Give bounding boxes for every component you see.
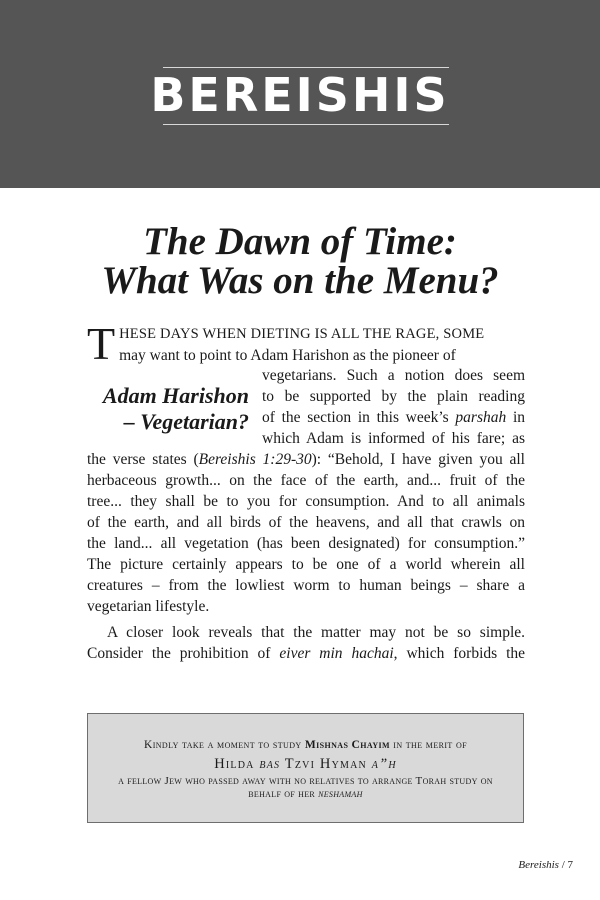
page-number: 7: [567, 859, 573, 871]
side-heading-line1: Adam Harishon: [102, 383, 249, 408]
footer-separator: /: [558, 859, 568, 871]
body-line: The picture certainly appears to be one of a world wherein all: [87, 556, 525, 573]
verse-reference: Bereishis 1:29-30: [198, 451, 312, 468]
body-line: Consider the prohibition of eiver min hachai, which forbids the: [87, 645, 526, 662]
body-line: vegetarian lifestyle.: [87, 598, 210, 615]
footer-section: Bereishis: [518, 859, 559, 871]
body-line: A closer look reveals that the matter may not be so simple.: [107, 624, 525, 641]
chapter-banner: [0, 0, 600, 188]
body-line: creatures – from the lowliest worm to human beings – share a: [87, 577, 525, 594]
side-column-text: [262, 365, 525, 449]
page-footer: [518, 859, 573, 871]
intro-paragraph: [87, 318, 525, 369]
side-line: vegetarians. Such a notion does seem: [262, 367, 525, 384]
dedication-name: Hilda bas Tzvi Hyman a”h: [214, 756, 397, 772]
lead-line2: may want to point to Adam Harishon as the pioneer of: [119, 347, 456, 364]
mishnas-chayim: Mishnas Chayim: [304, 739, 390, 751]
body-line: herbaceous growth... on the face of the earth, and... fruit of the: [87, 472, 525, 489]
eiver-min-hachai-term: eiver min hachai: [279, 645, 394, 662]
chapter-title: BEREISHIS: [150, 68, 450, 122]
side-heading: [87, 383, 249, 435]
dedication-description: a fellow Jew who passed away with no relatives to arrange Torah study on behalf of her neshamah: [118, 775, 493, 800]
side-line: to be supported by the plain reading: [262, 388, 525, 405]
article-title: [60, 222, 540, 300]
side-line-parshah: of the section in this week’s parshah in: [262, 409, 526, 426]
verse-line: the verse states (Bereishis 1:29-30): “Behold, I have given you all: [87, 451, 525, 468]
side-heading-line2: – Vegetarian?: [123, 409, 249, 434]
drop-cap: T: [87, 318, 116, 369]
banner-rule-bottom: [163, 124, 449, 125]
article-title-line1: The Dawn of Time:: [143, 220, 457, 263]
lead-caps: HESE DAYS WHEN DIETING IS ALL THE RAGE, SOME: [119, 326, 485, 342]
article-title-line2: What Was on the Menu?: [101, 259, 499, 302]
side-line: which Adam is informed of his fare; as: [262, 430, 525, 447]
body-line: of the earth, and all birds of the heavens, and all that crawls on: [87, 514, 525, 531]
dedication-box: [87, 713, 524, 823]
body-paragraph-2: [87, 622, 525, 664]
body-line: the land... all vegetation (has been designated) for consumption.”: [87, 535, 525, 552]
parshah-term: parshah: [455, 409, 507, 426]
body-paragraph-1: [87, 449, 525, 617]
body-line: tree... they shall be to you for consumption. And to all animals: [87, 493, 525, 510]
dedication-intro: Kindly take a moment to study Mishnas Chayim in the merit of: [143, 739, 467, 751]
